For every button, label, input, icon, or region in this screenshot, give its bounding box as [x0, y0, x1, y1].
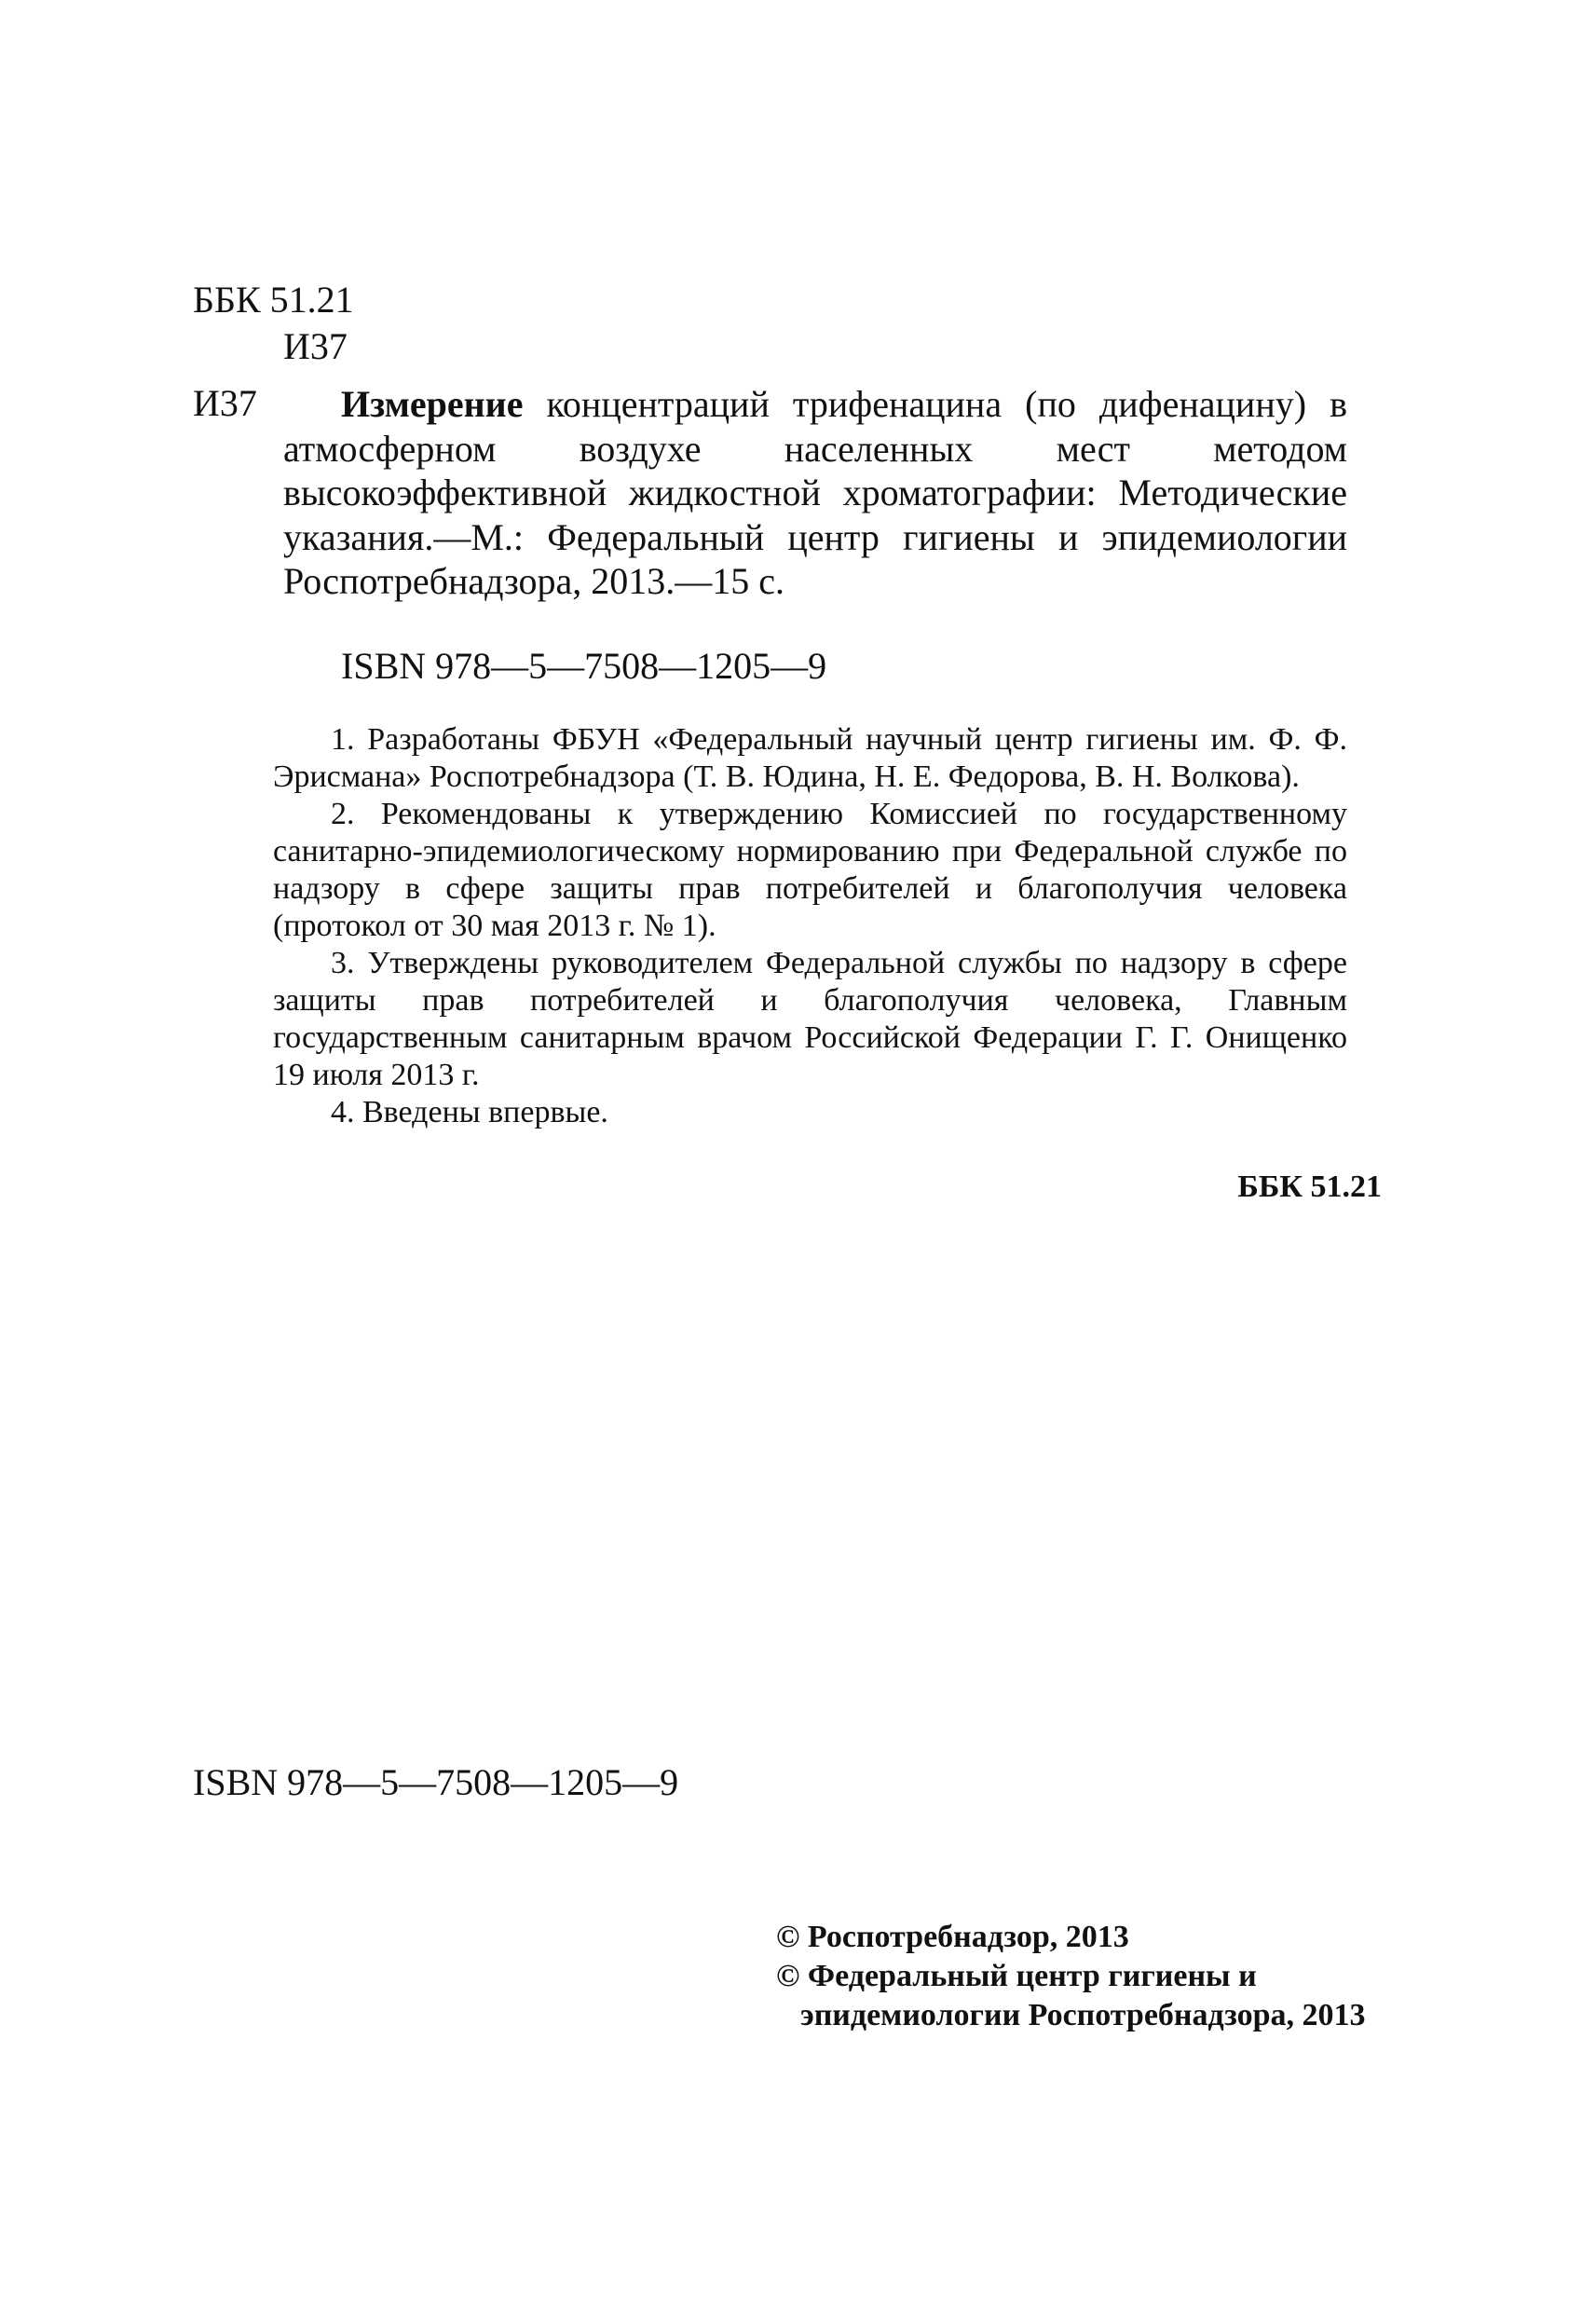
- author-code-entry: И37: [193, 382, 257, 424]
- notes-list: [273, 721, 1347, 1131]
- isbn-bottom: ISBN 978—5—7508—1205—9: [193, 1761, 679, 1803]
- description-title-bold: Измерение: [341, 383, 524, 425]
- note-item: 2. Рекомендованы к утверждению Комиссией по государственному санитарно-эпидемиологическому нормированию при Федеральной службе по надзору в сфере защиты прав потребителей и благополучия человека (протокол от 30 мая 2013 г. № 1).: [273, 797, 1347, 943]
- note-item: 3. Утверждены руководителем Федеральной службы по надзору в сфере защиты прав потребителей и благополучия человека, Главным государственным санитарным врачом Российской Федерации Г. Г. Онищенко 19 июля 2013 г.: [273, 946, 1347, 1092]
- bibliographic-description: [283, 382, 1347, 604]
- isbn-main: ISBN 978—5—7508—1205—9: [341, 645, 827, 687]
- note-item: 1. Разработаны ФБУН «Федеральный научный центр гигиены им. Ф. Ф. Эрисмана» Роспотребнадзора (Т. В. Юдина, Н. Е. Федорова, В. Н. Волкова).: [273, 722, 1347, 794]
- copyright-line: эпидемиологии Роспотребнадзора, 2013: [800, 1998, 1366, 2032]
- copyright-line: © Федеральный центр гигиены и: [776, 1959, 1257, 1993]
- copyright-line: © Роспотребнадзор, 2013: [776, 1920, 1129, 1954]
- copyright-block: [776, 1918, 1366, 2035]
- bbk-index-bold: ББК 51.21: [1237, 1170, 1382, 1204]
- bbk-index-top: ББК 51.21: [193, 279, 354, 321]
- note-item: 4. Введены впервые.: [331, 1095, 608, 1129]
- author-code-top: И37: [283, 325, 348, 367]
- description-text: концентраций трифенацина (по дифенацину) в атмосферном воздухе населенных мест методом высокоэффективной жидкостной хроматографии: Методические указания.—М.: Федеральный центр гигиены и эпидемиологии Роспотребнадзора, 2013.—15 с.: [283, 383, 1347, 602]
